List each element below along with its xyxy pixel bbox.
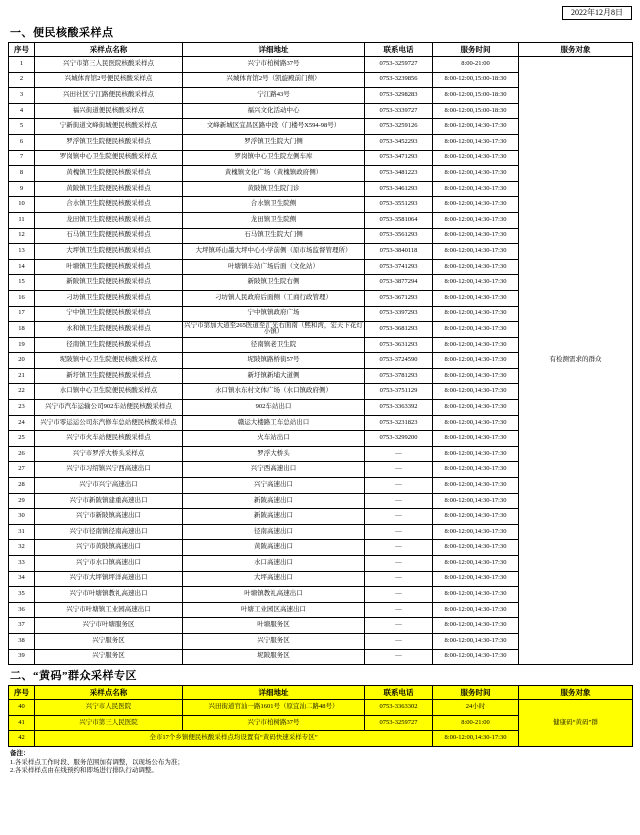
cell-addr: 刁坊镇人民政府后面侧（工商行政管理） (183, 290, 365, 306)
cell-time: 8:00-12:00,14:30-17:30 (433, 587, 519, 603)
cell-time: 8:00-12:00,14:30-17:30 (433, 322, 519, 338)
cell-no: 40 (9, 700, 35, 716)
cell-name: 兴宁服务区 (35, 633, 183, 649)
cell-time: 8:00-12:00,14:30-17:30 (433, 259, 519, 275)
cell-time: 8:00-12:00,14:30-17:30 (433, 478, 519, 494)
cell-time: 8:00-12:00,14:30-17:30 (433, 633, 519, 649)
cell-name: 永和镇卫生院便民核酸采样点 (35, 322, 183, 338)
col-no: 序号 (9, 43, 35, 57)
cell-name: 新陂镇卫生院便民核酸采样点 (35, 275, 183, 291)
cell-tel: 0753-3231823 (365, 415, 433, 431)
cell-time: 8:00-12:00,14:30-17:30 (433, 181, 519, 197)
cell-time: 8:00-21:00 (433, 57, 519, 73)
cell-no: 9 (9, 181, 35, 197)
cell-time: 8:00-21:00 (433, 715, 519, 731)
cell-name: 兴宁市径南镇径南高速出口 (35, 524, 183, 540)
cell-name: 龙田镇卫生院便民核酸采样点 (35, 212, 183, 228)
note-line-2: 2.各采样样点由在线预约和即场进行排队行动调整。 (10, 767, 158, 775)
section1-title: 一、便民核酸采样点 (10, 27, 114, 39)
cell-no: 6 (9, 134, 35, 150)
cell-time: 8:00-12:00,14:30-17:30 (433, 731, 519, 747)
cell-addr: 水口高速出口 (183, 556, 365, 572)
cell-tel: 0753-3681293 (365, 322, 433, 338)
cell-addr: 新陂镇卫生院右侧 (183, 275, 365, 291)
cell-time: 8:00-12:00,15:00-18:30 (433, 72, 519, 88)
cell-tel: — (365, 618, 433, 634)
col2-no: 序号 (9, 686, 35, 700)
cell-tel: — (365, 524, 433, 540)
cell-tel: — (365, 493, 433, 509)
cell-name: 大坪镇卫生院便民核酸采样点 (35, 244, 183, 260)
cell-name: 坭陂镇中心卫生院便民核酸采样点 (35, 353, 183, 369)
cell-no: 16 (9, 290, 35, 306)
cell-name: 兴宁市汽车运输公司902车站便民核酸采样点 (35, 400, 183, 416)
col-object: 服务对象 (519, 43, 633, 57)
cell-addr: 902车站出口 (183, 400, 365, 416)
cell-name: 石马镇卫生院便民核酸采样点 (35, 228, 183, 244)
cell-addr: 黄陂镇卫生院门诊 (183, 181, 365, 197)
cell-name: 兴宁市黄陂镇高速出口 (35, 540, 183, 556)
col-addr: 详细地址 (183, 43, 365, 57)
cell-time: 8:00-12:00,14:30-17:30 (433, 368, 519, 384)
cell-name: 兴宁市新陂镇高速出口 (35, 509, 183, 525)
cell-no: 17 (9, 306, 35, 322)
col2-object: 服务对象 (519, 686, 633, 700)
col2-addr: 详细地址 (183, 686, 365, 700)
cell-time: 8:00-12:00,14:30-17:30 (433, 306, 519, 322)
cell-no: 42 (9, 731, 35, 747)
cell-tel: 0753-3363302 (365, 700, 433, 716)
cell-time: 8:00-12:00,14:30-17:30 (433, 509, 519, 525)
notes-title: 备注： (10, 749, 30, 757)
cell-addr: 新陂高速出口 (183, 493, 365, 509)
cell-tel: 0753-3724590 (365, 353, 433, 369)
cell-addr: 兴宁市柏树路37号 (183, 57, 365, 73)
cell-tel: 0753-3397293 (365, 306, 433, 322)
cell-time: 8:00-12:00,14:30-17:30 (433, 431, 519, 447)
table-row (9, 57, 633, 73)
cell-no: 36 (9, 602, 35, 618)
cell-name: 兴田社区宁江路便民核酸采样点 (35, 88, 183, 104)
cell-addr: 坭陂服务区 (183, 649, 365, 665)
cell-no: 33 (9, 556, 35, 572)
cell-name: 叶塘镇卫生院便民核酸采样点 (35, 259, 183, 275)
cell-time: 8:00-12:00,14:30-17:30 (433, 493, 519, 509)
cell-time: 8:00-12:00,14:30-17:30 (433, 275, 519, 291)
cell-name: 宁新街道文峰街城便民核酸采样点 (35, 119, 183, 135)
cell-name: 黄陂镇卫生院便民核酸采样点 (35, 181, 183, 197)
sampling-points-table (8, 42, 633, 665)
section2-title: 二、“黄码”群众采样专区 (10, 670, 137, 683)
cell-name: 兴宁服务区 (35, 649, 183, 665)
cell-addr: 罗浮镇卫生院大门侧 (183, 134, 365, 150)
cell-no: 26 (9, 446, 35, 462)
cell-addr: 水口镇水东村文体广场（水口镇政府侧） (183, 384, 365, 400)
cell-time: 8:00-12:00,14:30-17:30 (433, 649, 519, 665)
cell-addr: 叶塘镇车站广场后面（文化站） (183, 259, 365, 275)
cell-no: 11 (9, 212, 35, 228)
cell-service-object: 有检测需求的群众 (519, 57, 633, 665)
yellow-code-table (8, 685, 633, 747)
cell-no: 24 (9, 415, 35, 431)
cell-tel: 0753-3581064 (365, 212, 433, 228)
cell-time: 8:00-12:00,14:30-17:30 (433, 571, 519, 587)
cell-addr: 兴宁服务区 (183, 633, 365, 649)
cell-no: 15 (9, 275, 35, 291)
cell-name: 兴城体育馆2号便民核酸采样点 (35, 72, 183, 88)
cell-name: 罗浮镇卫生院便民核酸采样点 (35, 134, 183, 150)
cell-time: 8:00-12:00,14:30-17:30 (433, 150, 519, 166)
cell-tel: 0753-3551293 (365, 197, 433, 213)
cell-addr: 兴宁西高速出口 (183, 462, 365, 478)
note-line-1: 1.各采样点工作时段、服务范围加有调整，以现场公布为准； (10, 758, 184, 766)
cell-tel: — (365, 462, 433, 478)
cell-tel: — (365, 587, 433, 603)
cell-no: 2 (9, 72, 35, 88)
cell-name: 福兴街道便民核酸采样点 (35, 103, 183, 119)
cell-no: 18 (9, 322, 35, 338)
cell-time: 8:00-12:00,14:30-17:30 (433, 618, 519, 634)
cell-tel: — (365, 571, 433, 587)
table2-header-row (9, 686, 633, 700)
cell-name: 兴宁市第三人民医院 (35, 715, 183, 731)
cell-time: 8:00-12:00,14:30-17:30 (433, 119, 519, 135)
cell-addr: 大坪高速出口 (183, 571, 365, 587)
cell-no: 25 (9, 431, 35, 447)
cell-addr: 叶塘服务区 (183, 618, 365, 634)
cell-name: 兴宁市习绍镇兴宁西高速出口 (35, 462, 183, 478)
cell-addr: 福兴文化活动中心 (183, 103, 365, 119)
cell-tel: — (365, 540, 433, 556)
cell-time: 8:00-12:00,15:00-18:30 (433, 88, 519, 104)
cell-addr: 新陂高速出口 (183, 509, 365, 525)
cell-tel: — (365, 556, 433, 572)
cell-no: 4 (9, 103, 35, 119)
cell-time: 8:00-12:00,14:30-17:30 (433, 446, 519, 462)
cell-time: 8:00-12:00,14:30-17:30 (433, 228, 519, 244)
cell-no: 21 (9, 368, 35, 384)
cell-name: 径南镇卫生院便民核酸采样点 (35, 337, 183, 353)
cell-addr: 兴宁高速出口 (183, 478, 365, 494)
cell-name: 宁中镇卫生院便民核酸采样点 (35, 306, 183, 322)
cell-tel: 0753-3877294 (365, 275, 433, 291)
cell-no: 29 (9, 493, 35, 509)
col-tel: 联系电话 (365, 43, 433, 57)
cell-tel: 0753-3481223 (365, 166, 433, 182)
cell-addr: 罗浮大桥头 (183, 446, 365, 462)
cell-time: 8:00-12:00,14:30-17:30 (433, 415, 519, 431)
cell-no: 3 (9, 88, 35, 104)
cell-no: 35 (9, 587, 35, 603)
cell-name: 兴宁市叶塘镇教礼高速出口 (35, 587, 183, 603)
cell-tel: — (365, 633, 433, 649)
cell-name: 刁坊镇卫生院便民核酸采样点 (35, 290, 183, 306)
cell-name: 合水镇卫生院便民核酸采样点 (35, 197, 183, 213)
notes-block (10, 750, 632, 776)
cell-name: 黄槐镇卫生院便民核酸采样点 (35, 166, 183, 182)
cell-addr: 合水镇卫生院侧 (183, 197, 365, 213)
cell-name: 兴宁市零运运公司东汽修车总站便民核酸采样点 (35, 415, 183, 431)
cell-no: 20 (9, 353, 35, 369)
cell-no: 32 (9, 540, 35, 556)
cell-no: 37 (9, 618, 35, 634)
cell-tel: — (365, 649, 433, 665)
cell-addr: 叶塘镇教礼高速出口 (183, 587, 365, 603)
cell-tel: 0753-3751129 (365, 384, 433, 400)
cell-addr: 石马镇卫生院大门侧 (183, 228, 365, 244)
cell-tel: 0753-3363392 (365, 400, 433, 416)
cell-no: 22 (9, 384, 35, 400)
cell-no: 13 (9, 244, 35, 260)
cell-name: 兴宁市兴宁高速出口 (35, 478, 183, 494)
cell-name: 兴宁市火车站便民核酸采样点 (35, 431, 183, 447)
cell-addr: 黄槐镇文化广场（黄槐镇政府侧） (183, 166, 365, 182)
cell-no: 10 (9, 197, 35, 213)
document-date: 2022年12月8日 (562, 6, 632, 20)
cell-name: 新圩镇卫生院便民核酸采样点 (35, 368, 183, 384)
cell-no: 41 (9, 715, 35, 731)
cell-no: 31 (9, 524, 35, 540)
cell-no: 38 (9, 633, 35, 649)
cell-footer-text: 全市17个乡镇便民核酸采样点均设置有“黄码快速采样专区” (35, 731, 433, 747)
cell-addr: 兴田街道官汕一路1601号（原宜汕二路48号） (183, 700, 365, 716)
cell-tel: 0753-3339727 (365, 103, 433, 119)
cell-name: 罗岗镇中心卫生院便民核酸采样点 (35, 150, 183, 166)
cell-time: 8:00-12:00,14:30-17:30 (433, 353, 519, 369)
cell-time: 8:00-12:00,14:30-17:30 (433, 197, 519, 213)
cell-tel: 0753-3631293 (365, 337, 433, 353)
cell-name: 兴宁市叶塘服务区 (35, 618, 183, 634)
cell-addr: 兴城体育馆2号（凯旋殿前门侧） (183, 72, 365, 88)
cell-time: 8:00-12:00,14:30-17:30 (433, 290, 519, 306)
cell-no: 14 (9, 259, 35, 275)
cell-name: 兴宁市新陂镇建重高速出口 (35, 493, 183, 509)
cell-time: 8:00-12:00,15:00-18:30 (433, 103, 519, 119)
cell-tel: 0753-3741293 (365, 259, 433, 275)
cell-tel: — (365, 509, 433, 525)
cell-tel: 0753-3561293 (365, 228, 433, 244)
cell-no: 12 (9, 228, 35, 244)
cell-addr: 大坪镇环山墨大坪中心小学前侧（原市场监督管理所） (183, 244, 365, 260)
col-time: 服务时间 (433, 43, 519, 57)
cell-no: 34 (9, 571, 35, 587)
cell-tel: 0753-3840118 (365, 244, 433, 260)
cell-tel: 0753-3452293 (365, 134, 433, 150)
col-name: 采样点名称 (35, 43, 183, 57)
cell-tel: — (365, 478, 433, 494)
cell-name: 兴宁市大坪镇坪洋高速出口 (35, 571, 183, 587)
cell-addr: 龙田镇卫生院侧 (183, 212, 365, 228)
cell-name: 兴宁市罗浮大桥头采样点 (35, 446, 183, 462)
cell-name: 兴宁市叶塘镇工业园高速出口 (35, 602, 183, 618)
cell-time: 8:00-12:00,14:30-17:30 (433, 384, 519, 400)
cell-addr: 新圩镇新埔大道侧 (183, 368, 365, 384)
cell-no: 23 (9, 400, 35, 416)
cell-time: 8:00-12:00,14:30-17:30 (433, 540, 519, 556)
cell-addr: 赣运大楼路工车总站出口 (183, 415, 365, 431)
cell-addr: 叶塘工业园区高速出口 (183, 602, 365, 618)
cell-tel: 0753-3299200 (365, 431, 433, 447)
cell-time: 8:00-12:00,14:30-17:30 (433, 602, 519, 618)
cell-time: 8:00-12:00,14:30-17:30 (433, 244, 519, 260)
cell-time: 8:00-12:00,14:30-17:30 (433, 134, 519, 150)
cell-time: 8:00-12:00,14:30-17:30 (433, 524, 519, 540)
cell-addr: 宁江路43号 (183, 88, 365, 104)
cell-no: 7 (9, 150, 35, 166)
cell-addr: 径南镇老卫生院 (183, 337, 365, 353)
cell-time: 8:00-12:00,14:30-17:30 (433, 166, 519, 182)
cell-addr: 坭陂镇路桥街57号 (183, 353, 365, 369)
cell-name: 兴宁市人民医院 (35, 700, 183, 716)
cell-time: 24小时 (433, 700, 519, 716)
cell-tel: 0753-3461293 (365, 181, 433, 197)
cell-no: 28 (9, 478, 35, 494)
col2-time: 服务时间 (433, 686, 519, 700)
cell-addr: 径南高速出口 (183, 524, 365, 540)
cell-addr: 兴宁市第加大道至265医道至汇光右面南（熙和湾，宏天下花灯小镇） (184, 321, 363, 336)
cell-addr: 宁中镇镇政府广场 (183, 306, 365, 322)
cell-tel: 0753-3259727 (365, 57, 433, 73)
cell-service-object: 健康码“黄码”群 (519, 700, 633, 747)
cell-no: 39 (9, 649, 35, 665)
cell-no: 30 (9, 509, 35, 525)
cell-no: 1 (9, 57, 35, 73)
date-bar (8, 6, 632, 20)
cell-addr: 文峰新城区宜昌区路中段（门楼号X594-98号） (183, 119, 365, 135)
table-row (9, 700, 633, 716)
cell-time: 8:00-12:00,14:30-17:30 (433, 556, 519, 572)
cell-tel: 0753-3259727 (365, 715, 433, 731)
col2-name: 采样点名称 (35, 686, 183, 700)
cell-tel: 0753-3781293 (365, 368, 433, 384)
cell-tel: 0753-3259126 (365, 119, 433, 135)
cell-name: 水口镇中心卫生院便民核酸采样点 (35, 384, 183, 400)
cell-tel: 0753-3298283 (365, 88, 433, 104)
cell-time: 8:00-12:00,14:30-17:30 (433, 462, 519, 478)
cell-time: 8:00-12:00,14:30-17:30 (433, 212, 519, 228)
cell-name: 兴宁市第三人民医院核酸采样点 (35, 57, 183, 73)
cell-addr: 罗岗镇中心卫生院左侧车库 (183, 150, 365, 166)
cell-time: 8:00-12:00,14:30-17:30 (433, 337, 519, 353)
cell-addr: 兴宁市柏树路37号 (183, 715, 365, 731)
cell-time: 8:00-12:00,14:30-17:30 (433, 400, 519, 416)
cell-tel: — (365, 446, 433, 462)
table-header-row (9, 43, 633, 57)
cell-name: 兴宁市水口镇高速出口 (35, 556, 183, 572)
cell-tel: 0753-3471293 (365, 150, 433, 166)
cell-tel: 0753-3671293 (365, 290, 433, 306)
cell-addr: 火车站出口 (183, 431, 365, 447)
cell-addr: 黄陂高速出口 (183, 540, 365, 556)
cell-no: 8 (9, 166, 35, 182)
cell-no: 19 (9, 337, 35, 353)
cell-tel: — (365, 602, 433, 618)
cell-tel: 0753-3239856 (365, 72, 433, 88)
col2-tel: 联系电话 (365, 686, 433, 700)
cell-no: 27 (9, 462, 35, 478)
cell-no: 5 (9, 119, 35, 135)
